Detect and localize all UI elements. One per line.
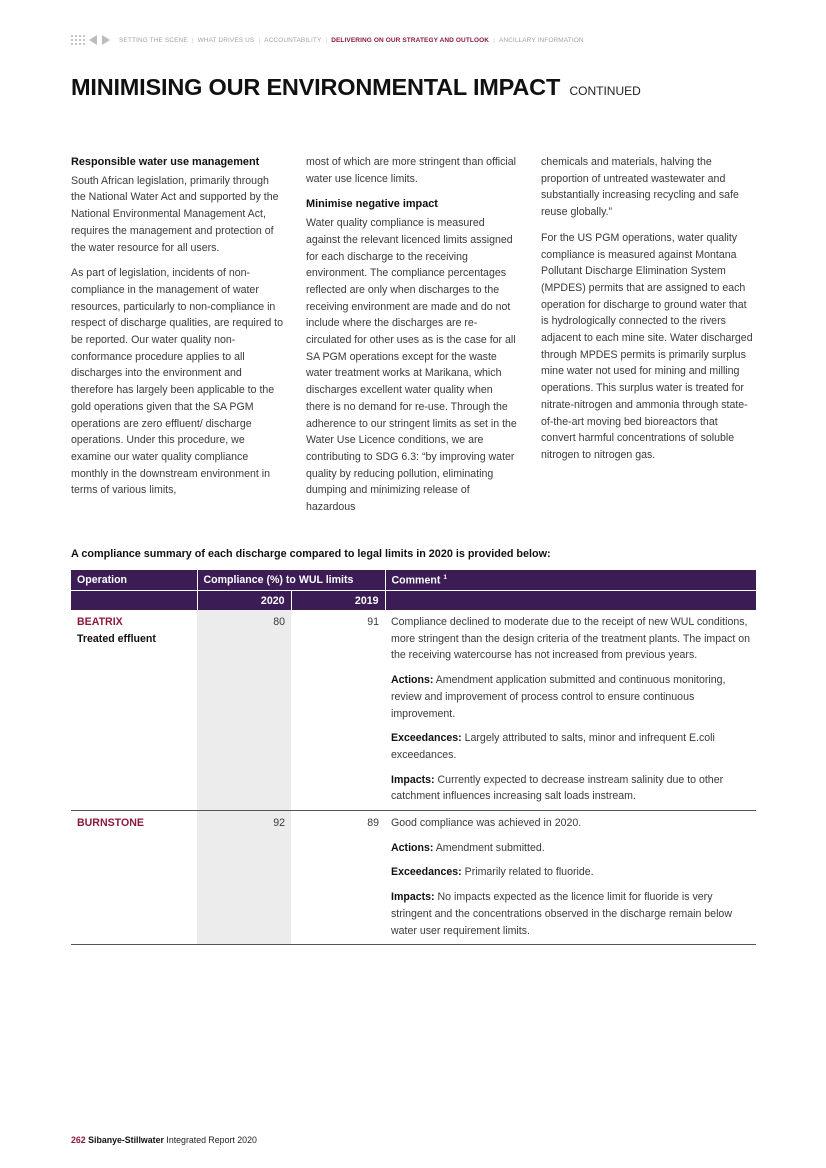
actions-value: Amendment application submitted and continuous monitoring, review and improvement of process control to ensure continuous improvement. <box>391 674 726 720</box>
header-comment-label: Comment <box>391 574 441 587</box>
paragraph: South African legislation, primarily through the National Water Act and supported by the National Environmental Management Act, requires the management and protection of the water resource for all users. <box>71 174 279 254</box>
impacts-label: Impacts: <box>391 891 435 904</box>
comment-cell <box>385 610 756 811</box>
actions-value: Amendment submitted. <box>435 841 545 854</box>
heading-minimise-negative-impact: Minimise negative impact <box>306 198 438 211</box>
header-blank <box>385 591 756 611</box>
nav-item-what-drives-us[interactable]: WHAT DRIVES US <box>197 36 255 44</box>
comment-cell <box>385 811 756 945</box>
paragraph: For the US PGM operations, water quality compliance is measured against Montana Pollutant Discharge Elimination System (MPDES) permits that are assigned to each operation for discharge to ground water that is hydrologically connected to the rivers adjacent to each mine site. Water discharged through MPDES permits is primarily surplus mine water not used for mining and milling operations. This surplus water is treated for nitrate-nitrogen and ammonia through state-of-the-art moving bed bioreactors that convert harmful concentrations of soluble nitrogen to nitrogen gas. <box>541 231 753 461</box>
page-title-main: MINIMISING OUR ENVIRONMENTAL IMPACT <box>71 74 561 100</box>
page-title <box>71 74 641 101</box>
comment-text: Compliance declined to moderate due to the receipt of new WUL conditions, more stringent than the design criteria of the treatment plants. The impact on the receiving watercourse has not increased from previous years. <box>391 616 751 662</box>
page-footer <box>71 1135 257 1145</box>
impacts-value: No impacts expected as the licence limit for fluoride is very stringent and the concentrations observed in the discharge remain below water user requirement limits. <box>391 891 732 937</box>
header-compliance: Compliance (%) to WUL limits <box>197 570 385 591</box>
column-1 <box>71 154 283 508</box>
nav-separator: | <box>191 36 194 44</box>
header-comment <box>385 570 756 591</box>
footer-brand: Sibanye-Stillwater <box>88 1135 164 1145</box>
exceedances-label: Exceedances: <box>391 732 462 745</box>
nav-separator: | <box>325 36 328 44</box>
exceedances-value: Primarily related to fluoride. <box>464 866 594 879</box>
nav-separator: | <box>493 36 495 44</box>
header-year-2020: 2020 <box>197 591 291 611</box>
column-3 <box>541 154 753 473</box>
impacts-value: Currently expected to decrease instream salinity due to other catchment influences increasing salt loads instream. <box>391 773 724 803</box>
nav-item-setting-the-scene[interactable]: SETTING THE SCENE <box>119 36 188 44</box>
operation-name: BEATRIX <box>77 616 123 628</box>
previous-page-icon[interactable] <box>89 35 97 45</box>
paragraph: As part of legislation, incidents of non-compliance in the management of water resources, particularly to non-compliance in respect of discharge qualities, are required to be reported. Our water quality non-conformance procedure applies to all discharges into the environment and therefore has largely been applicable to the gold operations given that the SA PGM operations are zero effluent/ discharge operations. Under this procedure, we examine our water quality compliance monthly in the downstream environment in terms of various limits, <box>71 267 283 497</box>
table-row <box>71 811 756 945</box>
top-navigation <box>71 33 584 47</box>
paragraph: chemicals and materials, halving the proportion of untreated wastewater and substantially increasing recycling and safe reuse globally.” <box>541 156 739 219</box>
compliance-table <box>71 570 756 945</box>
table-row <box>71 610 756 811</box>
value-2019: 89 <box>291 811 385 945</box>
impacts-text <box>391 772 750 805</box>
value-2020: 92 <box>197 811 291 945</box>
heading-responsible-water-use: Responsible water use management <box>71 156 260 168</box>
paragraph: most of which are more stringent than official water use licence limits. <box>306 156 517 185</box>
impacts-text <box>391 889 750 939</box>
footnote-marker: 1 <box>443 573 447 581</box>
nav-item-accountability[interactable]: ACCOUNTABILITY <box>264 36 322 44</box>
value-2019: 91 <box>291 610 385 811</box>
exceedances-value: Largely attributed to salts, minor and infrequent E.coli exceedances. <box>391 732 715 761</box>
comment-text: Good compliance was achieved in 2020. <box>391 817 582 830</box>
exceedances-text <box>391 864 750 881</box>
actions-label: Actions: <box>391 841 434 854</box>
nav-item-delivering-on-strategy[interactable]: DELIVERING ON OUR STRATEGY AND OUTLOOK <box>331 36 490 44</box>
operation-cell <box>71 610 197 811</box>
table-caption: A compliance summary of each discharge compared to legal limits in 2020 is provided below: <box>71 548 551 560</box>
next-page-icon[interactable] <box>102 35 110 45</box>
header-year-2019: 2019 <box>291 591 385 611</box>
exceedances-label: Exceedances: <box>391 866 462 879</box>
nav-separator: | <box>258 36 261 44</box>
actions-text <box>391 672 750 722</box>
header-blank <box>71 591 197 611</box>
operation-cell <box>71 811 197 945</box>
actions-label: Actions: <box>391 674 434 687</box>
value-2020: 80 <box>197 610 291 811</box>
operation-name: BURNSTONE <box>77 817 144 830</box>
column-2 <box>306 154 518 525</box>
page-number: 262 <box>71 1135 86 1145</box>
grid-menu-icon[interactable] <box>71 35 85 45</box>
paragraph: Water quality compliance is measured against the relevant licenced limits assigned for each discharge to the receiving environment. The compliance percentages reflected are only when discharges to the receiving environment are made and do not include where the discharges are re-circulated for other uses as is the case for all SA PGM operations except for the waste water treatment works at Marikana, which discharges excellent water quality when there is no demand for re-use. Through the adherence to our stringent limits as set in the Water Use Licence conditions, we are contributing to SDG 6.3: “by improving water quality by reducing pollution, eliminating dumping and minimizing release of hazardous <box>306 217 517 514</box>
header-operation: Operation <box>71 570 197 591</box>
page-title-continued: CONTINUED <box>569 84 641 98</box>
nav-item-ancillary-information[interactable]: ANCILLARY INFORMATION <box>498 36 584 44</box>
operation-subtitle: Treated effluent <box>77 632 156 645</box>
impacts-label: Impacts: <box>391 773 435 786</box>
exceedances-text <box>391 730 750 763</box>
actions-text <box>391 840 750 857</box>
footer-report-name: Integrated Report 2020 <box>166 1135 257 1145</box>
